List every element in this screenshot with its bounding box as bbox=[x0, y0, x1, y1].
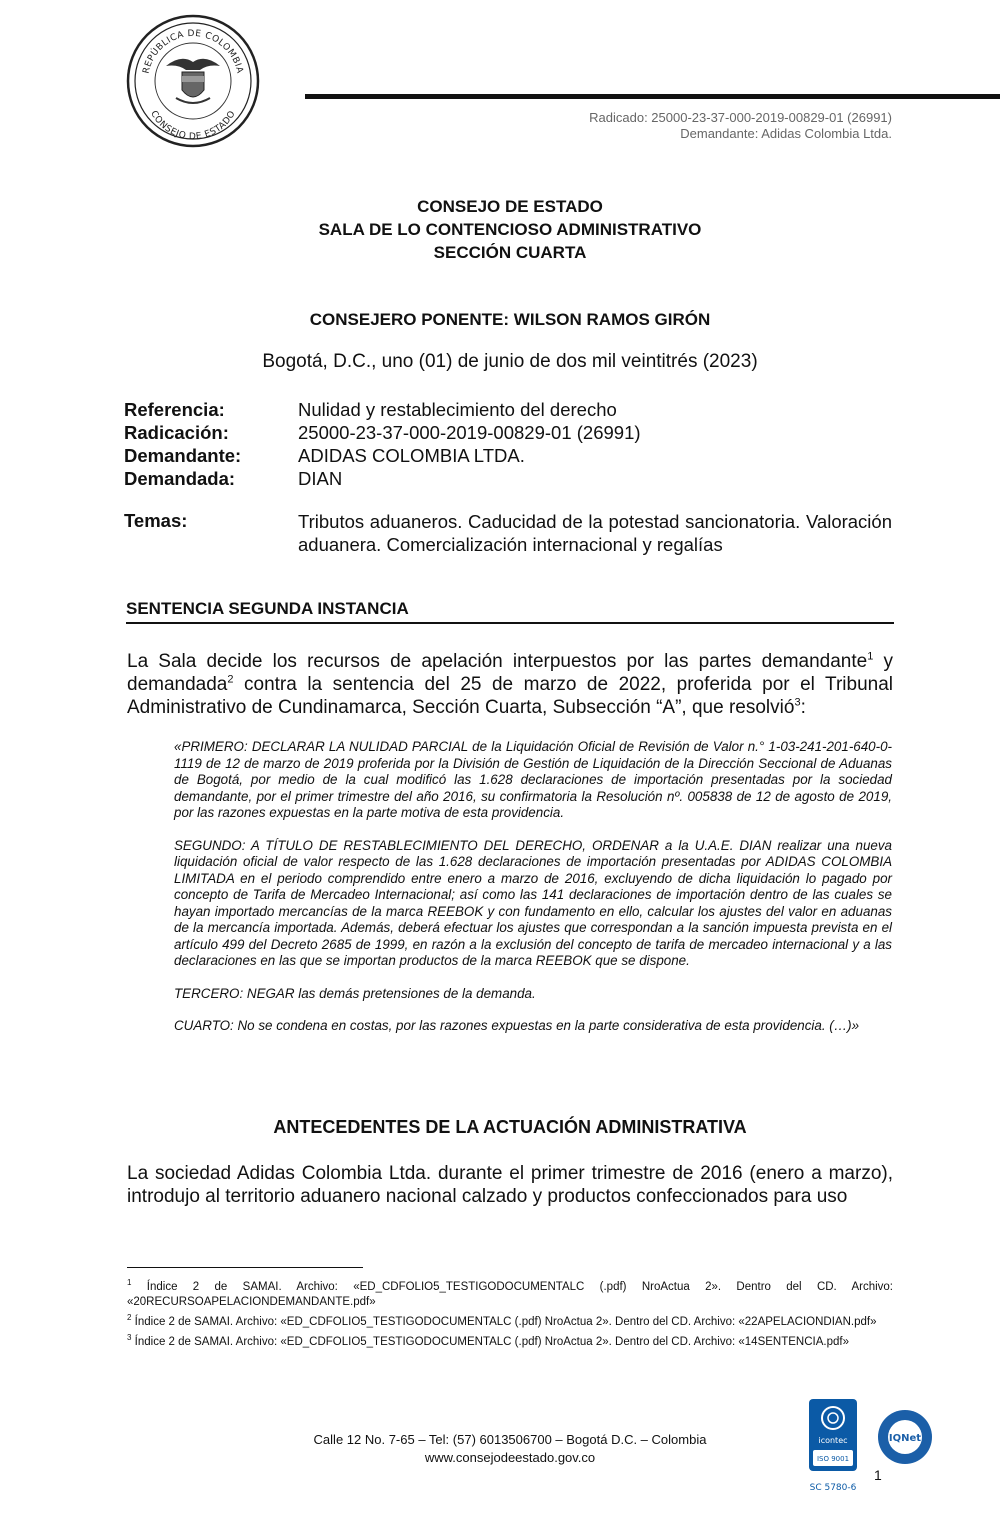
footnote-3: $^3$ Índice 2 de SAMAI. Archivo: «ED_CDFOLIO5_TESTIGODOCUMENTALC (.pdf) NroActua 2». Dentro del CD. Archivo: «14SENTENCIA.pdf» bbox=[127, 1332, 849, 1348]
temas-value: Tributos aduaneros. Caducidad de la potestad sancionatoria. Valoración aduanera. Comercialización internacional y regalías bbox=[298, 511, 892, 555]
court-title bbox=[0, 195, 1000, 264]
section-heading: SENTENCIA SEGUNDA INSTANCIA bbox=[126, 599, 894, 624]
consejo-de-estado-seal bbox=[126, 14, 260, 148]
antecedentes-paragraph: La sociedad Adidas Colombia Ltda. durante el primer trimestre de 2016 (enero a marzo), introdujo al territorio aduanero nacional calzado y productos confeccionados para uso bbox=[127, 1163, 893, 1207]
footnote-ref-3: 3 bbox=[794, 696, 801, 709]
page-number: 1 bbox=[874, 1467, 882, 1483]
quoted-resolution bbox=[174, 739, 892, 1051]
footnote-ref-1: 1 bbox=[867, 650, 874, 663]
reference-block: Referencia: Nulidad y restablecimiento del derecho Radicación: 25000-23-37-000-2019-00829-01 (26991) Demandante: ADIDAS COLOMBIA LTDA. Demandada: DIAN bbox=[124, 399, 641, 489]
quote-tercero: TERCERO: NEGAR las demás pretensiones de la demanda. bbox=[174, 985, 536, 1001]
iqnet-certification-logo bbox=[876, 1408, 934, 1466]
svg-text:REPÚBLICA DE COLOMBIA: REPÚBLICA DE COLOMBIA bbox=[141, 28, 245, 75]
intro-paragraph: La Sala decide los recursos de apelación interpuestos por las partes demandante$^1$ y demandada$^2$ contra la sentencia del 25 de marzo de 2022, proferida por el Tribunal Administrativo de Cundinamarca, Sección Cuarta, Subsección “A”, que resolvió$^3$: bbox=[127, 650, 894, 718]
footnote-2: $^2$ Índice 2 de SAMAI. Archivo: «ED_CDFOLIO5_TESTIGODOCUMENTALC (.pdf) NroActua 2». Dentro del CD. Archivo: «22APELACIONDIAN.pdf» bbox=[127, 1312, 877, 1328]
ponente-line: CONSEJERO PONENTE: WILSON RAMOS GIRÓN bbox=[309, 310, 711, 329]
quote-segundo: SEGUNDO: A TÍTULO DE RESTABLECIMIENTO DEL DERECHO, ORDENAR a la U.A.E. DIAN realizar una nueva liquidación oficial de valor respecto de las 1.628 declaraciones de importación presentadas por ADIDAS COLOMBIA LIMITADA en el periodo comprendido entre enero a marzo de 2016, excluyendo de dicha liquidación lo pagado por concepto de Tarifa de Mercadeo Internacional; así como las 141 declaraciones de importación dentro de las cuales se hayan importado mercancías de la marca REEBOK y con fundamento en ello, calcular los ajustes del valor en aduanas de la mercancía importada. Además, deberá efectuar los ajustes que correspondan a la sanción impuesta prevista en el artículo 499 del Decreto 2685 de 1999, en razón a la exclusión del concepto de tarifa de mercadeo internacional y a las declaraciones en las que se importan productos de la marca REEBOK que se dispone. bbox=[174, 837, 892, 968]
icontec-certification-logo bbox=[808, 1398, 858, 1498]
running-header bbox=[589, 110, 892, 142]
footer-website[interactable]: www.consejodeestado.gov.co bbox=[424, 1450, 596, 1465]
header-demandante: Demandante: Adidas Colombia Ltda. bbox=[680, 126, 892, 141]
svg-text:ISO 9001: ISO 9001 bbox=[816, 1455, 850, 1463]
header-radicado: Radicado: 25000-23-37-000-2019-00829-01 (26991) bbox=[589, 110, 892, 125]
footnote-ref-2: 2 bbox=[227, 673, 234, 686]
footnote-rule bbox=[127, 1267, 363, 1268]
svg-text:SC 5780-6: SC 5780-6 bbox=[809, 1483, 857, 1493]
chamber-name: SALA DE LO CONTENCIOSO ADMINISTRATIVO bbox=[318, 220, 702, 239]
footnote-1: $^1$ Índice 2 de SAMAI. Archivo: «ED_CDFOLIO5_TESTIGODOCUMENTALC (.pdf) NroActua 2». Dentro del CD. Archivo: «20RECURSOAPELACIONDEMANDANTE.pdf» bbox=[127, 1278, 893, 1308]
ponente-label: CONSEJERO PONENTE bbox=[309, 310, 504, 329]
section-name: SECCIÓN CUARTA bbox=[433, 243, 587, 262]
temas-label: Temas: bbox=[124, 510, 188, 531]
quote-cuarto: CUARTO: No se condena en costas, por las razones expuestas en la parte considerativa de esta providencia. (…)» bbox=[174, 1018, 860, 1033]
footnotes bbox=[127, 1275, 893, 1349]
court-name: CONSEJO DE ESTADO bbox=[417, 197, 603, 216]
svg-text:icontec: icontec bbox=[818, 1436, 848, 1445]
document-date: Bogotá, D.C., uno (01) de junio de dos mil veintitrés (2023) bbox=[262, 351, 758, 372]
svg-text:IQNet: IQNet bbox=[888, 1433, 922, 1444]
quote-primero: «PRIMERO: DECLARAR LA NULIDAD PARCIAL de la Liquidación Oficial de Revisión de Valor n.° 1-03-241-201-640-0-1119 de 12 de marzo de 2019 proferida por la División de Gestión de Liquidación de la Dirección Seccional de Aduanas de Bogotá, por medio de la cual modificó las 1.628 declaraciones de importación presentadas por la sociedad demandante, por el primer trimestre del año 2016, su confirmatoria la Resolución nº. 005838 de 12 de agosto de 2019, por las razones expuestas en la parte motiva de esta providencia. bbox=[174, 739, 892, 820]
footer-address: Calle 12 No. 7-65 – Tel: (57) 6013506700 – Bogotá D.C. – Colombia bbox=[313, 1432, 707, 1447]
ponente-name: WILSON RAMOS GIRÓN bbox=[513, 310, 711, 329]
antecedentes-heading: ANTECEDENTES DE LA ACTUACIÓN ADMINISTRATIVA bbox=[273, 1117, 747, 1137]
header-rule bbox=[305, 94, 1000, 99]
svg-text:CONSEJO DE ESTADO: CONSEJO DE ESTADO bbox=[148, 109, 238, 143]
